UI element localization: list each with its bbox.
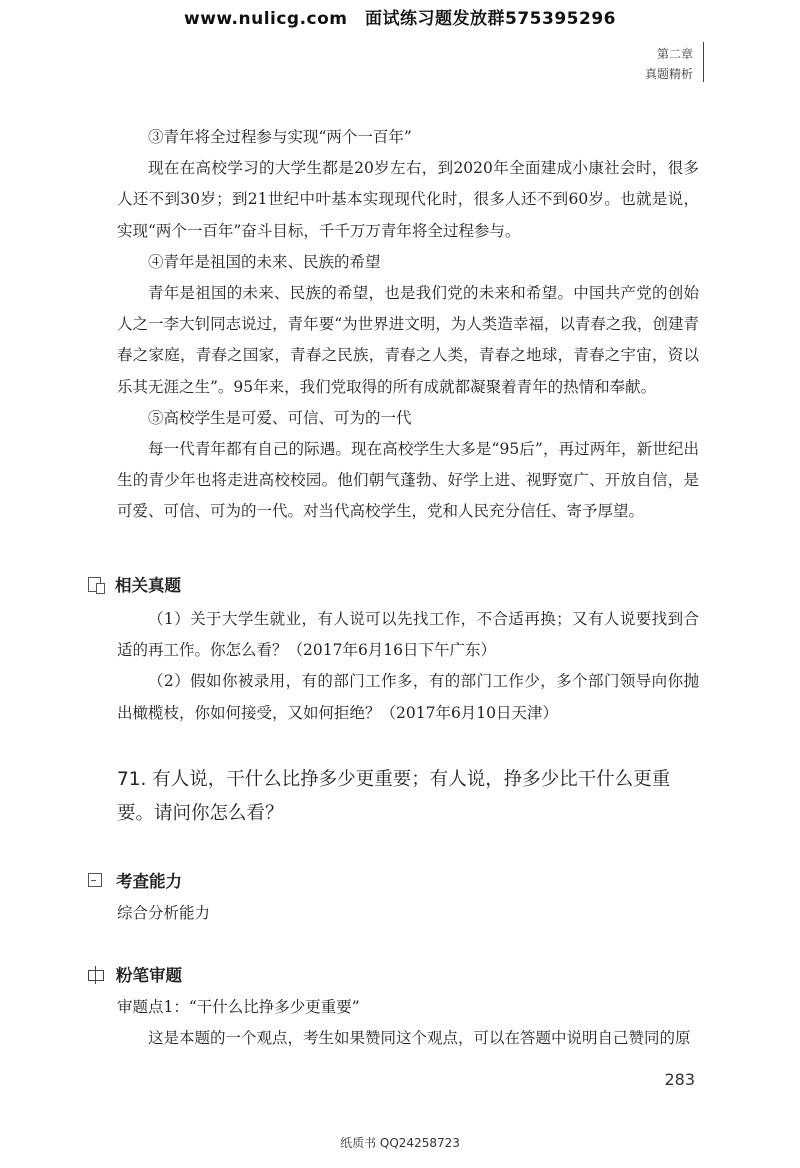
analysis-section	[117, 992, 699, 1054]
related-question-1: （1）关于大学生就业，有人说可以先找工作，不合适再换；又有人说要找到合适的再工作。你怎么看？（2017年6月16日下午广东）	[117, 610, 699, 660]
related-questions-label: 相关真题	[115, 576, 181, 595]
body-text	[117, 122, 699, 528]
point-4-text: 青年是祖国的未来、民族的希望，也是我们党的未来和希望。中国共产党的创始人之一李大钊同志说过，青年要“为世界进文明，为人类造幸福，以青春之我，创建青春之家庭，青春之国家，青春之民族，青春之人类，青春之地球，青春之宇宙，资以乐其无涯之生”。95年来，我们党取得的所有成就都凝聚着青年的热情和奉献。	[117, 284, 699, 396]
pen-icon	[88, 966, 104, 982]
page-number: 283	[664, 1070, 695, 1089]
point-5-title: ⑤高校学生是可爱、可信、可为的一代	[148, 408, 412, 427]
analysis-point-1: 审题点1：“干什么比挣多少更重要”	[117, 998, 360, 1016]
ability-icon	[88, 873, 102, 887]
related-questions-icon	[88, 577, 101, 592]
analysis-label: 粉笔审题	[116, 966, 182, 985]
chapter-divider	[703, 42, 704, 82]
point-3-text: 现在在高校学习的大学生都是20岁左右，到2020年全面建成小康社会时，很多人还不到30岁；到21世纪中叶基本实现现代化时，很多人还不到60岁。也就是说，实现“两个一百年”奋斗目标，千千万万青年将全过程参与。	[117, 159, 699, 240]
point-4-title: ④青年是祖国的未来、民族的希望	[148, 252, 381, 271]
analysis-text: 这是本题的一个观点，考生如果赞同这个观点，可以在答题中说明自己赞同的原	[148, 1029, 691, 1048]
ability-label: 考查能力	[116, 872, 182, 891]
ability-text: 综合分析能力	[117, 904, 211, 922]
watermark-banner: www.nulicg.com 面试练习题发放群575395296	[184, 9, 616, 29]
related-questions	[117, 604, 699, 729]
footer-credit: 纸质书 QQ24258723	[340, 1136, 460, 1150]
related-questions-heading	[88, 572, 181, 596]
chapter-subtitle: 真题精析	[644, 67, 693, 81]
chapter-title: 第二章	[656, 47, 693, 61]
ability-heading	[88, 868, 182, 892]
analysis-heading	[88, 962, 182, 986]
point-3-title: ③青年将全过程参与实现“两个一百年”	[148, 128, 412, 146]
ability-section	[117, 898, 699, 929]
related-question-2: （2）假如你被录用，有的部门工作多，有的部门工作少，多个部门领导向你抛出橄榄枝，你如何接受，又如何拒绝？（2017年6月10日天津）	[117, 672, 699, 722]
chapter-header	[645, 44, 693, 84]
question-71: 71. 有人说，干什么比挣多少更重要；有人说，挣多少比干什么更重要。请问你怎么看？	[117, 769, 671, 824]
point-5-text: 每一代青年都有自己的际遇。现在高校学生大多是“95后”，再过两年，新世纪出生的青少年也将走进高校校园。他们朝气蓬勃、好学上进、视野宽广、开放自信，是可爱、可信、可为的一代。对当代高校学生，党和人民充分信任、寄予厚望。	[117, 440, 699, 521]
